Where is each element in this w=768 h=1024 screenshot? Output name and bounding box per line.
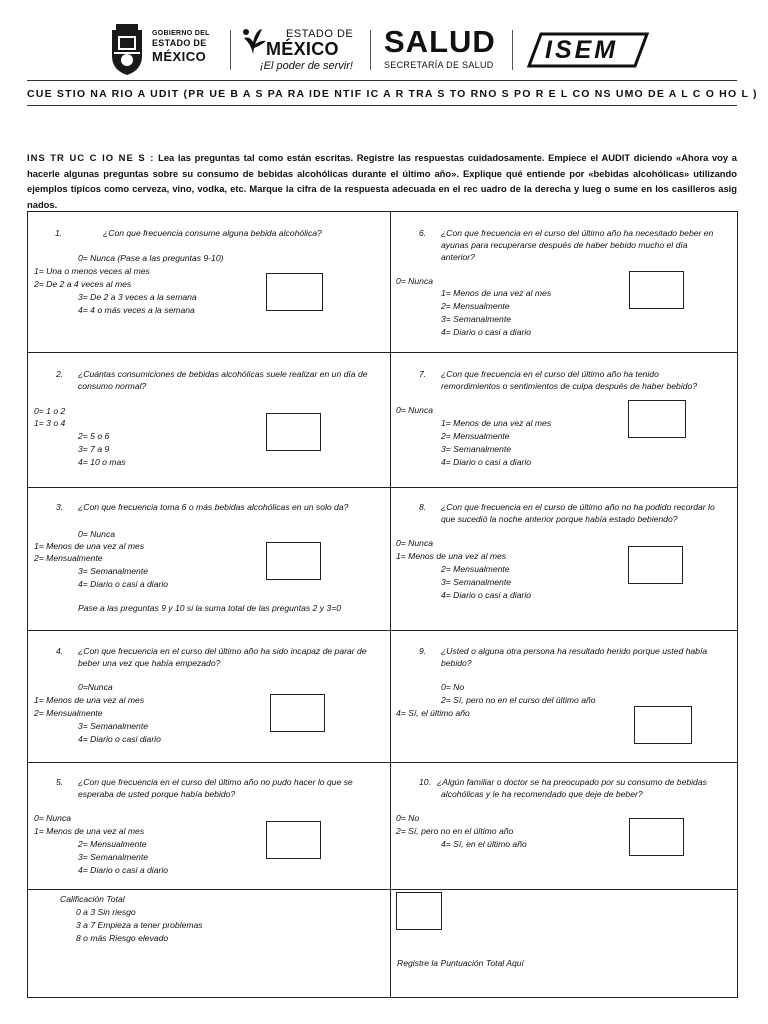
q1-answer-box[interactable]: [266, 273, 323, 311]
q5-text-line1: ¿Con que frecuencia en el curso del último año no pudo hacer lo que se: [78, 777, 353, 787]
q9-answer-box[interactable]: [634, 706, 692, 744]
q10-number: 10.: [419, 777, 431, 787]
q7-answer-box[interactable]: [628, 400, 686, 438]
total-level-2: 8 o más Riesgo elevado: [76, 933, 169, 943]
q10-option-0: 0= No: [396, 813, 420, 823]
q4-number: 4.: [56, 646, 64, 656]
q10-option-1: 2= Sí, pero no en el último año: [396, 826, 514, 836]
q1-option-2: 2= De 2 a 4 veces al mes: [34, 279, 132, 289]
q6-text-line3: anterior?: [441, 252, 475, 262]
q4-option-3: 3= Semanalmente: [78, 721, 148, 731]
q4-text-line1: ¿Con que frecuencia en el curso del último año ha sido incapaz de parar de: [78, 646, 367, 656]
q10-text-line1: ¿Algún familiar o doctor se ha preocupado por su consumo de bebidas: [437, 777, 707, 787]
q4-answer-box[interactable]: [270, 694, 325, 732]
edo-line2: MÉXICO: [266, 39, 339, 59]
header-divider: [512, 30, 513, 70]
q2-text-line1: ¿Cuántas consumiciones de bebidas alcohólicas suele realizar en un día de: [78, 369, 368, 379]
q7-option-1: 1= Menos de una vez al mes: [441, 418, 552, 428]
q2-option-3: 3= 7 a 9: [78, 444, 110, 454]
q7-text-line1: ¿Con que frecuencia en el curso del último año ha tenido: [441, 369, 659, 379]
q2-answer-box[interactable]: [266, 413, 321, 451]
q7-option-2: 2= Mensualmente: [441, 431, 510, 441]
q7-option-4: 4= Diario o casi a diario: [441, 457, 532, 467]
q8-answer-box[interactable]: [628, 546, 683, 584]
gob-line1: GOBIERNO DEL: [152, 30, 210, 37]
q3-text: ¿Con que frecuencia toma 6 o más bebidas alcohólicas en un solo da?: [78, 502, 349, 512]
q2-option-2: 2= 5 o 6: [78, 431, 110, 441]
q10-option-2: 4= Sí, en el último año: [441, 839, 527, 849]
q6-option-0: 0= Nunca: [396, 276, 434, 286]
instructions: [27, 150, 737, 212]
q4-option-0: 0=Nunca: [78, 682, 113, 692]
state-seal-icon: [108, 22, 146, 76]
total-label: Calificación Total: [60, 894, 125, 904]
q1-option-1: 1= Una o menos veces al mes: [34, 266, 150, 276]
q2-option-4: 4= 10 o mas: [78, 457, 126, 467]
q8-number: 8.: [419, 502, 427, 512]
title-rule-top: [27, 80, 737, 81]
q9-option-1: 2= Sí, pero no en el curso del último año: [441, 695, 596, 705]
q7-number: 7.: [419, 369, 427, 379]
q1-number: 1.: [55, 228, 63, 238]
q7-option-3: 3= Semanalmente: [441, 444, 511, 454]
instructions-text: Lea las preguntas tal como están escritas. Registre las respuestas cuidadosamente. Empiece el AUDIT diciendo «Ahora voy a hacerle algunas preguntas sobre su consumo de bebidas alcohólicas durante el último año». Explique qué entiende por «bebidas alcohólicas» utilizando ejemplos típicos como cerveza, vino, vodka, etc. Marque la cifra de la respuesta adecuada en el rec uadro de la derecha y lueg o sume en los casilleros asig nados.: [27, 152, 737, 210]
q4-option-2: 2= Mensualmente: [34, 708, 103, 718]
q8-option-2: 2= Mensualmente: [441, 564, 510, 574]
page-title: CUE STIO NA RIO A UDIT (PR UE B A S PA RA IDE NTIF IC A R TRA S TO RNO S PO R E L CO NS UMO DE A L C O HO L ): [27, 88, 758, 100]
q9-option-2: 4= Sí, el último año: [396, 708, 470, 718]
q6-text-line1: ¿Con que frecuencia en el curso del último año ha necesitado beber en: [441, 228, 714, 238]
total-register-label: Registre la Puntuación Total Aquí: [397, 958, 524, 968]
q6-option-2: 2= Mensualmente: [441, 301, 510, 311]
q5-option-3: 3= Semanalmente: [78, 852, 148, 862]
q3-answer-box[interactable]: [266, 542, 321, 580]
q6-answer-box[interactable]: [629, 271, 684, 309]
q5-answer-box[interactable]: [266, 821, 321, 859]
q6-option-1: 1= Menos de una vez al mes: [441, 288, 552, 298]
q5-option-0: 0= Nunca: [34, 813, 72, 823]
grid-row-divider: [28, 889, 737, 890]
q8-text-line1: ¿Con que frecuencia en el curso de último año no ha podido recordar lo: [441, 502, 715, 512]
gob-line2: ESTADO DE: [152, 38, 207, 48]
q8-option-1: 1= Menos de una vez al mes: [396, 551, 507, 561]
header-divider: [370, 30, 371, 70]
q9-text-line1: ¿Usted o alguna otra persona ha resultado herido porque usted había: [441, 646, 708, 656]
q3-option-0: 0= Nunca: [78, 529, 116, 539]
q4-option-4: 4= Diario o casi diario: [78, 734, 161, 744]
salud-subtitle: SECRETARÍA DE SALUD: [384, 60, 494, 70]
estado-mexico-logo: [238, 22, 360, 78]
q3-option-3: 3= Semanalmente: [78, 566, 148, 576]
questionnaire-grid: [27, 211, 738, 998]
q5-option-2: 2= Mensualmente: [78, 839, 147, 849]
q5-text-line2: esperaba de usted porque había bebido?: [78, 789, 236, 799]
q6-option-4: 4= Diario o casi a diario: [441, 327, 532, 337]
q4-option-1: 1= Menos de una vez al mes: [34, 695, 145, 705]
q6-option-3: 3= Semanalmente: [441, 314, 511, 324]
q8-option-4: 4= Diario o casi a diario: [441, 590, 532, 600]
grid-column-divider: [390, 212, 391, 997]
q1-option-4: 4= 4 o más veces a la semana: [78, 305, 195, 315]
q3-option-1: 1= Menos de una vez al mes: [34, 541, 145, 551]
q5-number: 5.: [56, 777, 64, 787]
q9-text-line2: bebido?: [441, 658, 472, 668]
grid-row-divider: [28, 487, 737, 488]
q7-option-0: 0= Nunca: [396, 405, 434, 415]
q8-option-0: 0= Nunca: [396, 538, 434, 548]
q2-number: 2.: [56, 369, 64, 379]
q3-option-2: 2= Mensualmente: [34, 553, 103, 563]
q8-option-3: 3= Semanalmente: [441, 577, 511, 587]
q10-answer-box[interactable]: [629, 818, 684, 856]
q7-text-line2: remordimientos o sentimientos de culpa después de haber bebido?: [441, 381, 698, 391]
salud-logo: [384, 26, 504, 76]
q2-option-0: 0= 1 o 2: [34, 406, 66, 416]
instructions-label: INS TR UC C IO NE S :: [27, 152, 155, 163]
q5-option-1: 1= Menos de una vez al mes: [34, 826, 145, 836]
header-divider: [230, 30, 231, 70]
q5-option-4: 4= Diario o casi a diario: [78, 865, 169, 875]
grid-row-divider: [28, 762, 737, 763]
salud-title: SALUD: [384, 24, 496, 59]
grid-row-divider: [28, 352, 737, 353]
flower-icon: [238, 26, 268, 56]
total-level-0: 0 a 3 Sin riesgo: [76, 907, 136, 917]
q2-option-1: 1= 3 o 4: [34, 418, 66, 428]
q2-text-line2: consumo normal?: [78, 381, 147, 391]
total-level-1: 3 a 7 Empieza a tener problemas: [76, 920, 203, 930]
q6-text-line2: ayunas para recuperarse después de haber bebido mucho el día: [441, 240, 688, 250]
q1-option-0: 0= Nunca (Pase a las preguntas 9-10): [78, 253, 224, 263]
q8-text-line2: que sucedió la noche anterior porque había estado bebiendo?: [441, 514, 678, 524]
gob-line3: MÉXICO: [152, 49, 207, 64]
edo-slogan: ¡El poder de servir!: [260, 60, 353, 72]
isem-logo: [527, 32, 649, 68]
edo-line1: ESTADO DE: [286, 28, 354, 40]
title-rule-bottom: [27, 105, 737, 106]
q10-text-line2: alcohólicas y le ha recomendado que deje de beber?: [441, 789, 643, 799]
q3-option-4: 4= Diario o casi a diario: [78, 579, 169, 589]
q9-number: 9.: [419, 646, 427, 656]
grid-row-divider: [28, 630, 737, 631]
total-score-box[interactable]: [396, 892, 442, 930]
gobierno-logo: [108, 22, 230, 78]
q1-option-3: 3= De 2 a 3 veces a la semana: [78, 292, 197, 302]
q9-option-0: 0= No: [441, 682, 465, 692]
q1-text: ¿Con que frecuencia consume alguna bebida alcohólica?: [103, 228, 322, 238]
q3-number: 3.: [56, 502, 64, 512]
isem-text: ISEM: [545, 36, 619, 64]
q6-number: 6.: [419, 228, 427, 238]
q3-note: Pase a las preguntas 9 y 10 si la suma total de las preguntas 2 y 3=0: [78, 603, 341, 613]
q4-text-line2: beber una vez que había empezado?: [78, 658, 221, 668]
